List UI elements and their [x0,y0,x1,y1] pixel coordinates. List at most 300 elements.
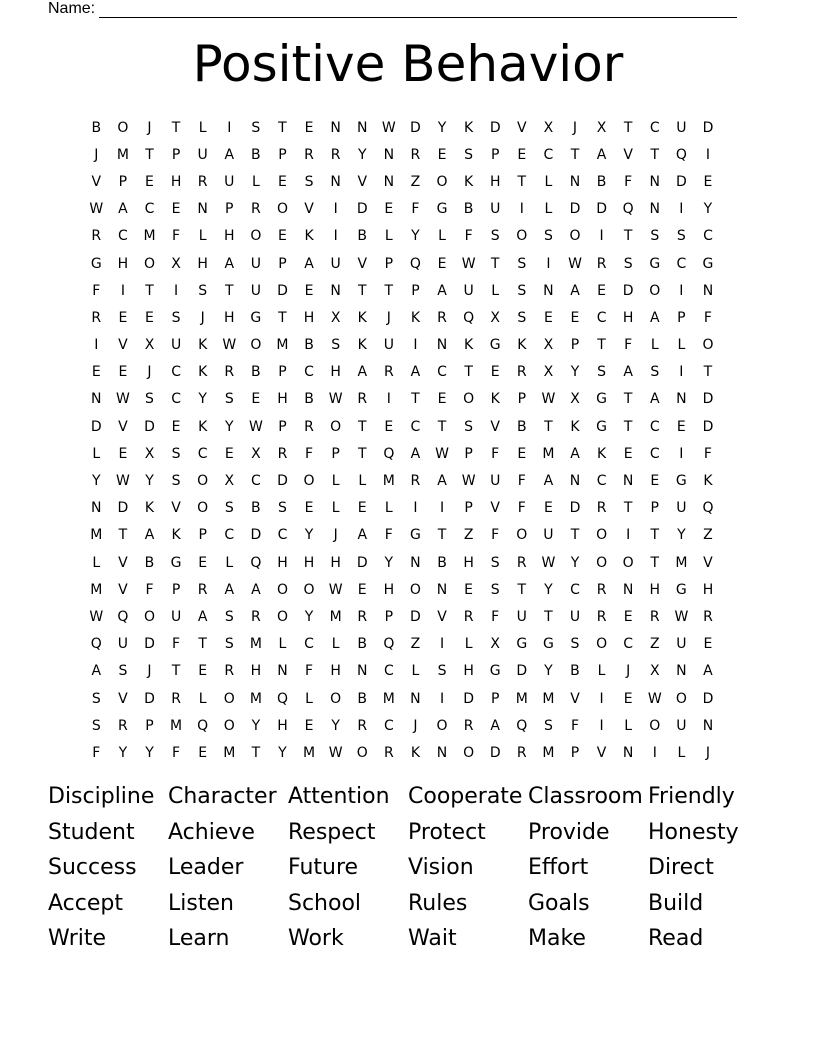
grid-letter: A [437,473,447,490]
grid-letter: S [118,663,128,680]
grid-letter: C [171,364,181,381]
grid-letter: L [491,282,500,299]
grid-letter: V [171,500,181,517]
grid-letter: F [92,282,101,299]
grid-letter: H [649,581,661,598]
grid-letter: P [331,445,340,462]
grid-letter: D [569,500,581,517]
grid-letter: R [383,364,394,381]
grid-letter: K [357,337,367,354]
grid-letter: Y [357,146,367,163]
grid-letter: T [623,391,633,408]
grid-letter: G [489,663,501,680]
grid-letter: O [250,228,262,245]
grid-letter: M [276,337,289,354]
grid-letter: K [464,173,474,190]
grid-letter: Y [437,119,447,136]
word-list-item: Read [648,926,704,952]
grid-letter: O [303,473,315,490]
grid-letter: E [251,391,261,408]
grid-letter: Q [90,636,102,653]
grid-letter: T [224,282,234,299]
grid-letter: Q [276,690,288,707]
grid-letter: S [145,391,154,408]
grid-letter: O [223,690,235,707]
grid-letter: M [303,744,316,761]
grid-letter: N [410,554,421,571]
grid-letter: S [251,119,261,136]
grid-letter: V [437,608,447,625]
grid-letter: L [464,636,473,653]
grid-letter: P [570,744,580,761]
grid-letter: U [676,717,687,734]
grid-letter: K [171,527,181,544]
grid-letter: N [702,282,714,299]
grid-letter: M [116,146,129,163]
grid-letter: U [117,636,129,653]
grid-letter: R [437,309,447,326]
grid-letter: X [330,309,341,326]
grid-letter: L [677,744,686,761]
grid-letter: E [304,500,314,517]
grid-row [83,304,721,331]
grid-letter: V [570,690,580,707]
grid-letter: J [626,663,631,680]
grid-letter: G [250,309,262,326]
grid-row [83,332,721,359]
grid-row [83,576,721,603]
grid-letter: Y [278,744,287,761]
grid-letter: K [464,337,474,354]
grid-letter: A [224,255,235,272]
grid-letter: Y [198,391,207,408]
grid-letter: Y [570,554,580,571]
grid-letter: X [543,119,554,136]
grid-letter: O [649,282,661,299]
grid-letter: S [517,309,527,326]
grid-letter: E [198,554,208,571]
grid-letter: Y [677,527,686,544]
grid-letter: M [249,690,262,707]
grid-letter: B [304,337,314,354]
grid-letter: T [517,581,527,598]
grid-letter: D [356,554,368,571]
grid-letter: R [197,581,208,598]
grid-letter: N [383,146,395,163]
grid-letter: S [597,364,607,381]
grid-letter: O [436,717,448,734]
grid-letter: E [278,173,287,190]
grid-letter: I [439,636,445,653]
grid-letter: C [171,391,181,408]
grid-letter: E [357,581,367,598]
grid-row [83,250,721,277]
grid-letter: J [147,364,152,381]
grid-letter: K [464,119,474,136]
grid-letter: P [677,309,686,326]
grid-letter: N [543,282,554,299]
grid-letter: O [463,391,475,408]
grid-letter: U [676,119,687,136]
word-list-item: Student [48,819,135,845]
grid-letter: T [464,364,473,381]
grid-letter: W [674,608,689,625]
grid-letter: D [410,119,421,136]
word-list-item: Write [48,926,107,952]
grid-letter: P [278,255,287,272]
grid-letter: T [623,418,633,435]
grid-row [83,658,721,685]
grid-letter: I [679,201,684,218]
grid-letter: L [331,500,340,517]
grid-letter: T [437,418,447,435]
grid-letter: A [224,146,235,163]
grid-letter: H [463,663,474,680]
grid-letter: F [491,527,500,544]
grid-letter: N [197,201,208,218]
grid-letter: R [357,608,368,625]
grid-letter: U [197,146,208,163]
grid-letter: Y [544,581,553,598]
grid-letter: Z [463,527,474,544]
grid-letter: I [652,744,657,761]
grid-letter: N [330,173,341,190]
grid-letter: R [383,744,394,761]
grid-letter: O [143,608,155,625]
grid-row [83,685,721,712]
grid-letter: V [118,581,128,598]
grid-letter: W [541,554,556,571]
grid-row [83,141,721,168]
grid-letter: Q [197,717,209,734]
grid-letter: N [410,690,421,707]
grid-letter: N [91,500,102,517]
grid-letter: S [543,228,553,245]
grid-letter: V [703,554,713,571]
grid-letter: O [622,554,634,571]
grid-letter: R [304,418,314,435]
grid-letter: E [384,201,394,218]
grid-letter: C [410,418,421,435]
grid-letter: Q [409,255,421,272]
word-list-item: Cooperate [408,784,523,809]
grid-letter: Y [145,473,154,490]
grid-letter: E [650,473,660,490]
grid-letter: W [328,391,343,408]
grid-row [83,549,721,576]
grid-letter: A [543,473,554,490]
word-list-item: Listen [168,890,234,916]
grid-row [83,739,721,766]
grid-letter: R [171,690,181,707]
grid-letter: R [703,608,713,625]
grid-letter: P [384,608,394,625]
grid-letter: T [544,418,553,435]
grid-letter: E [357,500,367,517]
grid-letter: Q [516,717,528,734]
grid-letter: D [144,418,155,435]
grid-letter: M [143,228,156,245]
grid-letter: N [436,581,448,598]
grid-letter: P [490,690,500,707]
grid-letter: T [517,173,527,190]
grid-letter: E [304,282,314,299]
grid-letter: Y [92,473,101,490]
grid-letter: E [198,663,208,680]
grid-letter: U [170,337,182,354]
grid-letter: H [330,663,341,680]
grid-letter: E [570,309,580,326]
grid-letter: T [145,146,154,163]
grid-letter: B [251,146,261,163]
name-label: Name: [48,0,96,17]
grid-row [83,277,721,304]
grid-letter: A [410,445,421,462]
grid-letter: V [490,418,500,435]
grid-letter: O [276,581,288,598]
grid-letter: D [622,282,634,299]
grid-letter: M [170,717,183,734]
grid-letter: L [384,228,393,245]
word-list-item: Achieve [168,819,255,845]
grid-letter: N [436,337,448,354]
grid-letter: O [197,500,209,517]
grid-letter: X [543,337,554,354]
name-field [48,0,748,18]
grid-letter: H [117,255,129,272]
grid-letter: R [118,717,128,734]
grid-letter: C [224,527,235,544]
grid-letter: O [596,527,608,544]
grid-letter: Y [544,663,553,680]
grid-letter: U [463,282,474,299]
grid-row [83,168,721,195]
grid-letter: B [596,173,607,190]
grid-letter: D [489,119,501,136]
grid-letter: R [224,364,235,381]
word-list-item: Build [648,890,704,916]
grid-letter: K [517,337,527,354]
grid-letter: J [200,309,205,326]
grid-row [83,631,721,658]
grid-letter: V [357,255,368,272]
grid-letter: N [383,173,395,190]
name-underline [99,3,737,18]
grid-letter: V [517,119,527,136]
grid-letter: S [676,228,686,245]
grid-letter: S [224,391,234,408]
grid-letter: I [705,146,711,163]
word-list-item: School [288,890,362,916]
grid-letter: T [118,527,128,544]
grid-letter: J [94,146,99,163]
grid-letter: S [331,337,341,354]
grid-letter: P [225,201,234,218]
grid-letter: C [383,663,394,680]
grid-letter: A [570,445,580,462]
grid-letter: P [145,717,154,734]
grid-letter: X [543,364,554,381]
grid-letter: P [198,527,207,544]
grid-letter: S [198,282,208,299]
grid-letter: G [596,418,607,435]
grid-letter: I [413,500,418,517]
word-list-item: Future [288,855,359,881]
grid-letter: I [94,337,99,354]
grid-letter: S [91,690,101,707]
grid-letter: Y [224,418,234,435]
grid-letter: A [251,581,261,598]
grid-letter: I [174,282,179,299]
grid-letter: Z [649,636,660,653]
grid-letter: L [650,337,659,354]
grid-letter: W [222,337,237,354]
grid-letter: S [623,255,633,272]
grid-letter: T [623,119,633,136]
grid-letter: R [516,744,527,761]
grid-letter: S [650,228,660,245]
grid-letter: D [702,690,714,707]
grid-letter: D [277,282,288,299]
grid-letter: X [224,473,235,490]
grid-row [83,603,721,630]
grid-letter: C [277,527,288,544]
grid-row [83,522,721,549]
grid-letter: N [622,473,634,490]
grid-letter: V [118,554,128,571]
grid-letter: L [251,173,260,190]
grid-letter: L [384,500,393,517]
grid-letter: E [676,418,686,435]
grid-letter: T [198,636,207,653]
grid-letter: C [118,228,128,245]
grid-letter: F [145,581,154,598]
grid-letter: R [596,608,607,625]
grid-letter: G [702,255,714,272]
grid-letter: R [250,201,261,218]
grid-letter: F [172,744,181,761]
grid-letter: U [676,636,687,653]
grid-letter: O [675,690,687,707]
word-list-item: Direct [648,855,714,881]
grid-letter: O [143,255,155,272]
grid-letter: B [357,690,368,707]
grid-letter: Z [703,527,713,544]
grid-letter: O [356,744,368,761]
grid-letter: Y [251,717,261,734]
grid-letter: P [118,173,128,190]
grid-letter: N [622,744,634,761]
grid-letter: I [679,364,684,381]
grid-letter: F [305,663,314,680]
grid-letter: E [703,636,713,653]
grid-letter: H [702,581,714,598]
grid-letter: K [703,473,713,490]
grid-letter: N [649,173,660,190]
grid-letter: B [516,418,527,435]
grid-letter: N [676,391,687,408]
grid-letter: E [171,201,181,218]
grid-letter: J [705,744,711,761]
grid-letter: C [703,228,713,245]
grid-letter: B [91,119,102,136]
grid-letter: G [489,337,501,354]
grid-letter: C [250,473,261,490]
grid-letter: R [277,445,288,462]
grid-letter: F [624,173,633,190]
grid-letter: U [383,337,394,354]
grid-letter: E [517,445,527,462]
grid-letter: A [570,282,580,299]
grid-letter: O [276,201,288,218]
grid-letter: L [544,173,553,190]
grid-letter: X [171,255,181,272]
grid-letter: Z [410,636,421,653]
grid-letter: N [91,391,102,408]
grid-letter: Q [383,445,395,462]
word-list-item: Character [168,784,277,809]
grid-letter: S [650,364,660,381]
grid-letter: S [171,473,181,490]
grid-letter: F [464,228,473,245]
grid-letter: O [463,744,475,761]
grid-letter: P [650,500,659,517]
grid-letter: R [330,146,341,163]
grid-letter: D [675,173,687,190]
grid-letter: A [437,282,447,299]
grid-letter: C [596,473,607,490]
grid-letter: A [224,581,235,598]
grid-letter: P [490,146,500,163]
grid-letter: D [702,391,714,408]
grid-row [83,440,721,467]
grid-letter: O [436,173,448,190]
grid-letter: T [570,527,580,544]
grid-letter: D [702,418,714,435]
grid-letter: E [198,744,208,761]
grid-letter: N [702,717,714,734]
grid-letter: K [596,445,607,462]
grid-letter: R [516,554,527,571]
grid-letter: W [248,418,263,435]
grid-letter: R [250,608,261,625]
grid-letter: Y [703,201,713,218]
grid-letter: W [89,608,104,625]
grid-letter: G [675,473,687,490]
grid-letter: O [117,119,129,136]
grid-letter: N [436,744,448,761]
grid-letter: S [91,717,101,734]
grid-letter: B [251,364,261,381]
grid-letter: A [357,527,368,544]
grid-letter: W [461,473,476,490]
grid-letter: K [198,364,208,381]
grid-letter: P [411,282,420,299]
grid-letter: S [224,608,234,625]
grid-letter: C [437,364,447,381]
grid-letter: Z [410,173,421,190]
grid-letter: E [437,391,447,408]
grid-letter: R [463,608,474,625]
grid-letter: I [120,282,125,299]
grid-letter: T [251,744,261,761]
grid-letter: X [144,337,155,354]
grid-letter: U [516,608,527,625]
grid-letter: D [277,473,288,490]
grid-letter: T [623,500,633,517]
word-list-item: Protect [408,819,486,845]
grid-letter: X [490,636,500,653]
